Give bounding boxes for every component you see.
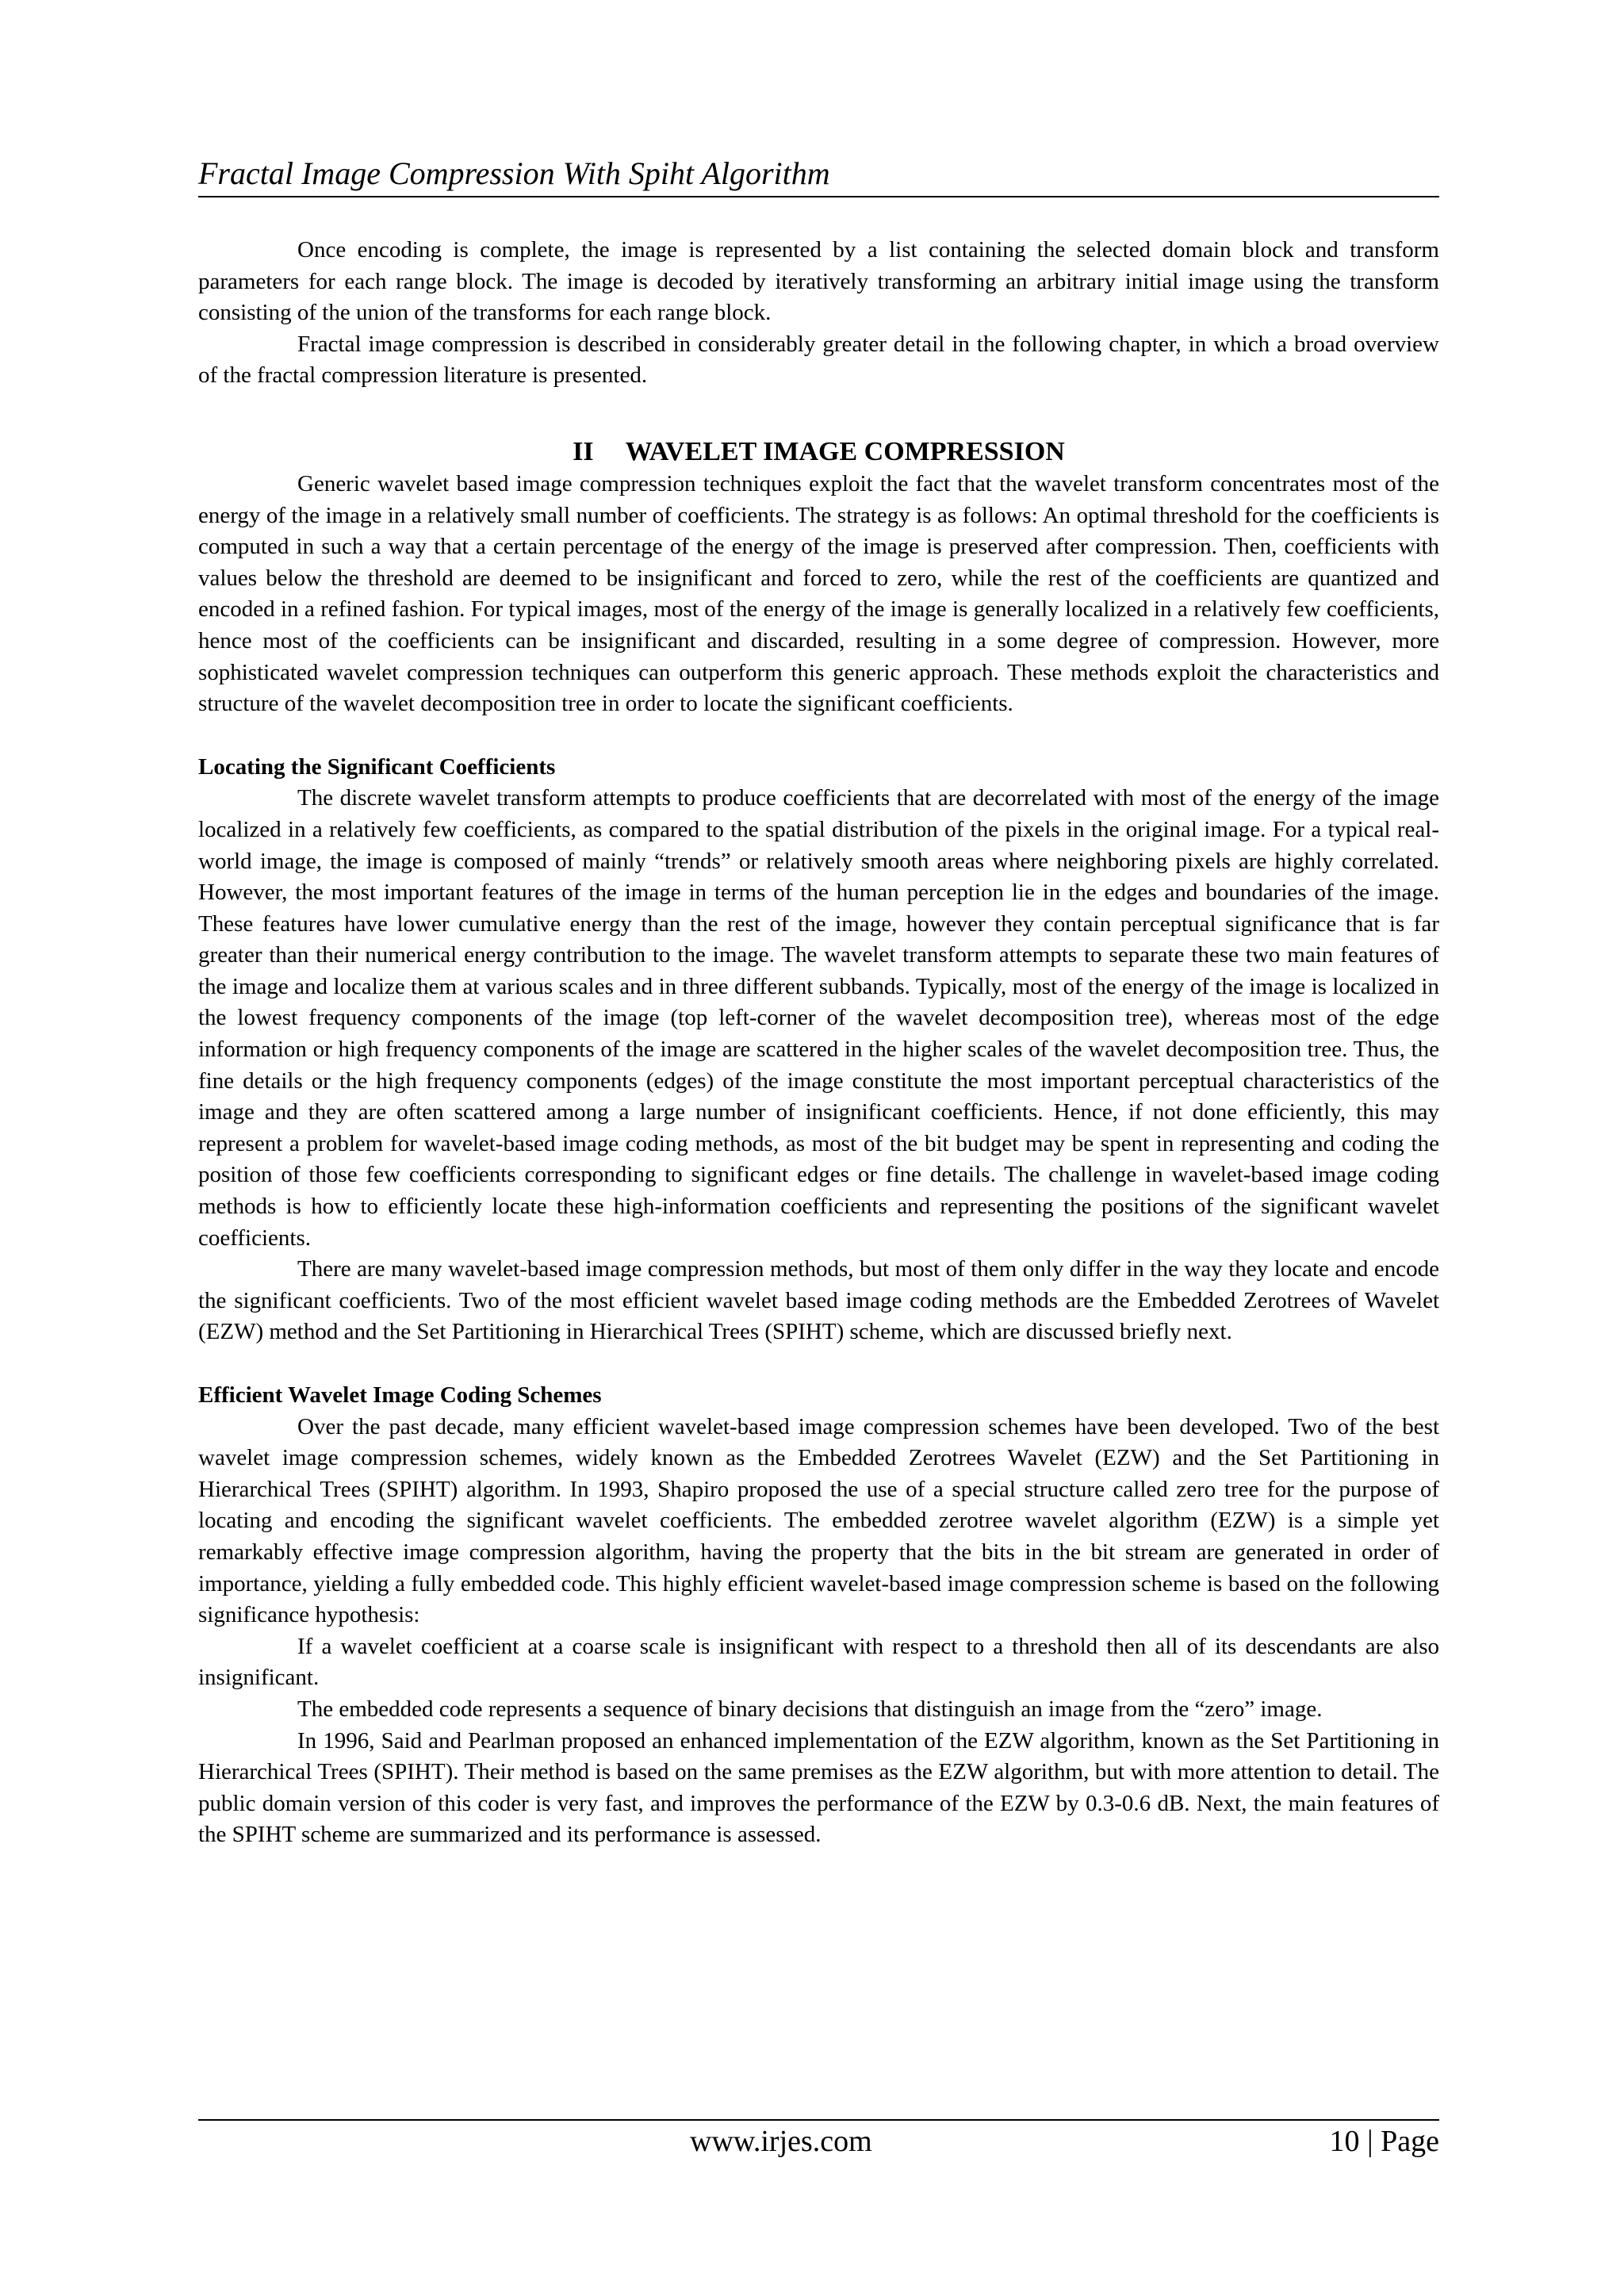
article-body xyxy=(198,235,1439,1851)
footer-page-number: 10 | Page xyxy=(1329,2125,1439,2158)
running-header-title: Fractal Image Compression With Spiht Algorithm xyxy=(198,155,830,191)
subheading-locating-coefficients: Locating the Significant Coefficients xyxy=(198,753,556,780)
paragraph-intro-2: Fractal image compression is described in considerably greater detail in the following chapter, in which a broad overview of the fractal compression literature is presented. xyxy=(198,331,1439,389)
paragraph-generic-wavelet: Generic wavelet based image compression techniques exploit the fact that the wavelet transform concentrates most of the energy of the image in a relatively small number of coefficients. The strategy is as follows: An optimal threshold for the coefficients is computed in such a way that a certain percentage of the energy of the image is preserved after compression. Then, coefficients with values below the threshold are deemed to be insignificant and forced to zero, while the rest of the coefficients are quantized and encoded in a refined fashion. For typical images, most of the energy of the image is generally localized in a relatively few coefficients, hence most of the coefficients can be insignificant and discarded, resulting in a some degree of compression. However, more sophisticated wavelet compression techniques can outperform this generic approach. These methods exploit the characteristics and structure of the wavelet decomposition tree in order to locate the significant coefficients. xyxy=(198,470,1439,717)
paragraph-said-pearlman: In 1996, Said and Pearlman proposed an enhanced implementation of the EZW algorithm, known as the Set Partitioning in Hierarchical Trees (SPIHT). Their method is based on the same premises as the EZW algorithm, but with more attention to detail. The public domain version of this coder is very fast, and improves the performance of the EZW by 0.3-0.6 dB. Next, the main features of the SPIHT scheme are summarized and its performance is assessed. xyxy=(198,1727,1439,1848)
section-numeral: II xyxy=(573,436,594,466)
paragraph-embedded-code: The embedded code represents a sequence of binary decisions that distinguish an image from the “zero” image. xyxy=(297,1696,1323,1722)
section-heading-wavelet xyxy=(198,435,1439,469)
paragraph-hypothesis: If a wavelet coefficient at a coarse scale is insignificant with respect to a threshold then all of its descendants are also insignificant. xyxy=(198,1633,1439,1691)
paragraph-intro-1: Once encoding is complete, the image is represented by a list containing the selected domain block and transform parameters for each range block. The image is decoded by iteratively transforming an arbitrary initial image using the transform consisting of the union of the transforms for each range block. xyxy=(198,237,1439,326)
header-rule xyxy=(198,196,1439,197)
footer-rule xyxy=(198,2119,1439,2121)
paragraph-ezw-spiht: Over the past decade, many efficient wavelet-based image compression schemes have been developed. Two of the best wavelet image compression schemes, widely known as the Embedded Zerotrees Wavelet (EZW) and the Set Partitioning in Hierarchical Trees (SPIHT) algorithm. In 1993, Shapiro proposed the use of a special structure called zero tree for the purpose of locating and encoding the significant wavelet coefficients. The embedded zerotree wavelet algorithm (EZW) is a simple yet remarkably effective image compression algorithm, having the property that the bits in the bit stream are generated in order of importance, yielding a fully embedded code. This highly efficient wavelet-based image compression scheme is based on the following significance hypothesis: xyxy=(198,1413,1439,1628)
subheading-efficient-coding: Efficient Wavelet Image Coding Schemes xyxy=(198,1382,602,1408)
paragraph-dwt: The discrete wavelet transform attempts to produce coefficients that are decorrelated with most of the energy of the image localized in a relatively few coefficients, as compared to the spatial distribution of the pixels in the original image. For a typical real-world image, the image is composed of mainly “trends” or relatively smooth areas where neighboring pixels are highly correlated. However, the most important features of the image in terms of the human perception lie in the edges and boundaries of the image. These features have lower cumulative energy than the rest of the image, however they contain perceptual significance that is far greater than their numerical energy contribution to the image. The wavelet transform attempts to separate these two main features of the image and localize them at various scales and in three different subbands. Typically, most of the energy of the image is localized in the lowest frequency components of the image (top left-corner of the wavelet decomposition tree), whereas most of the edge information or high frequency components of the image are scattered in the higher scales of the wavelet decomposition tree. Thus, the fine details or the high frequency components (edges) of the image constitute the most important perceptual characteristics of the image and they are often scattered among a large number of insignificant coefficients. Hence, if not done efficiently, this may represent a problem for wavelet-based image coding methods, as most of the bit budget may be spent in representing and coding the position of those few coefficients corresponding to significant edges or fine details. The challenge in wavelet-based image coding methods is how to efficiently locate these high-information coefficients and representing the positions of the significant wavelet coefficients. xyxy=(198,785,1439,1251)
section-title: WAVELET IMAGE COMPRESSION xyxy=(625,436,1065,466)
paragraph-methods: There are many wavelet-based image compression methods, but most of them only differ in the way they locate and encode the significant coefficients. Two of the most efficient wavelet based image coding methods are the Embedded Zerotrees of Wavelet (EZW) method and the Set Partitioning in Hierarchical Trees (SPIHT) scheme, which are discussed briefly next. xyxy=(198,1256,1439,1345)
footer-url: www.irjes.com xyxy=(690,2125,872,2158)
paper-page xyxy=(198,0,1439,2296)
